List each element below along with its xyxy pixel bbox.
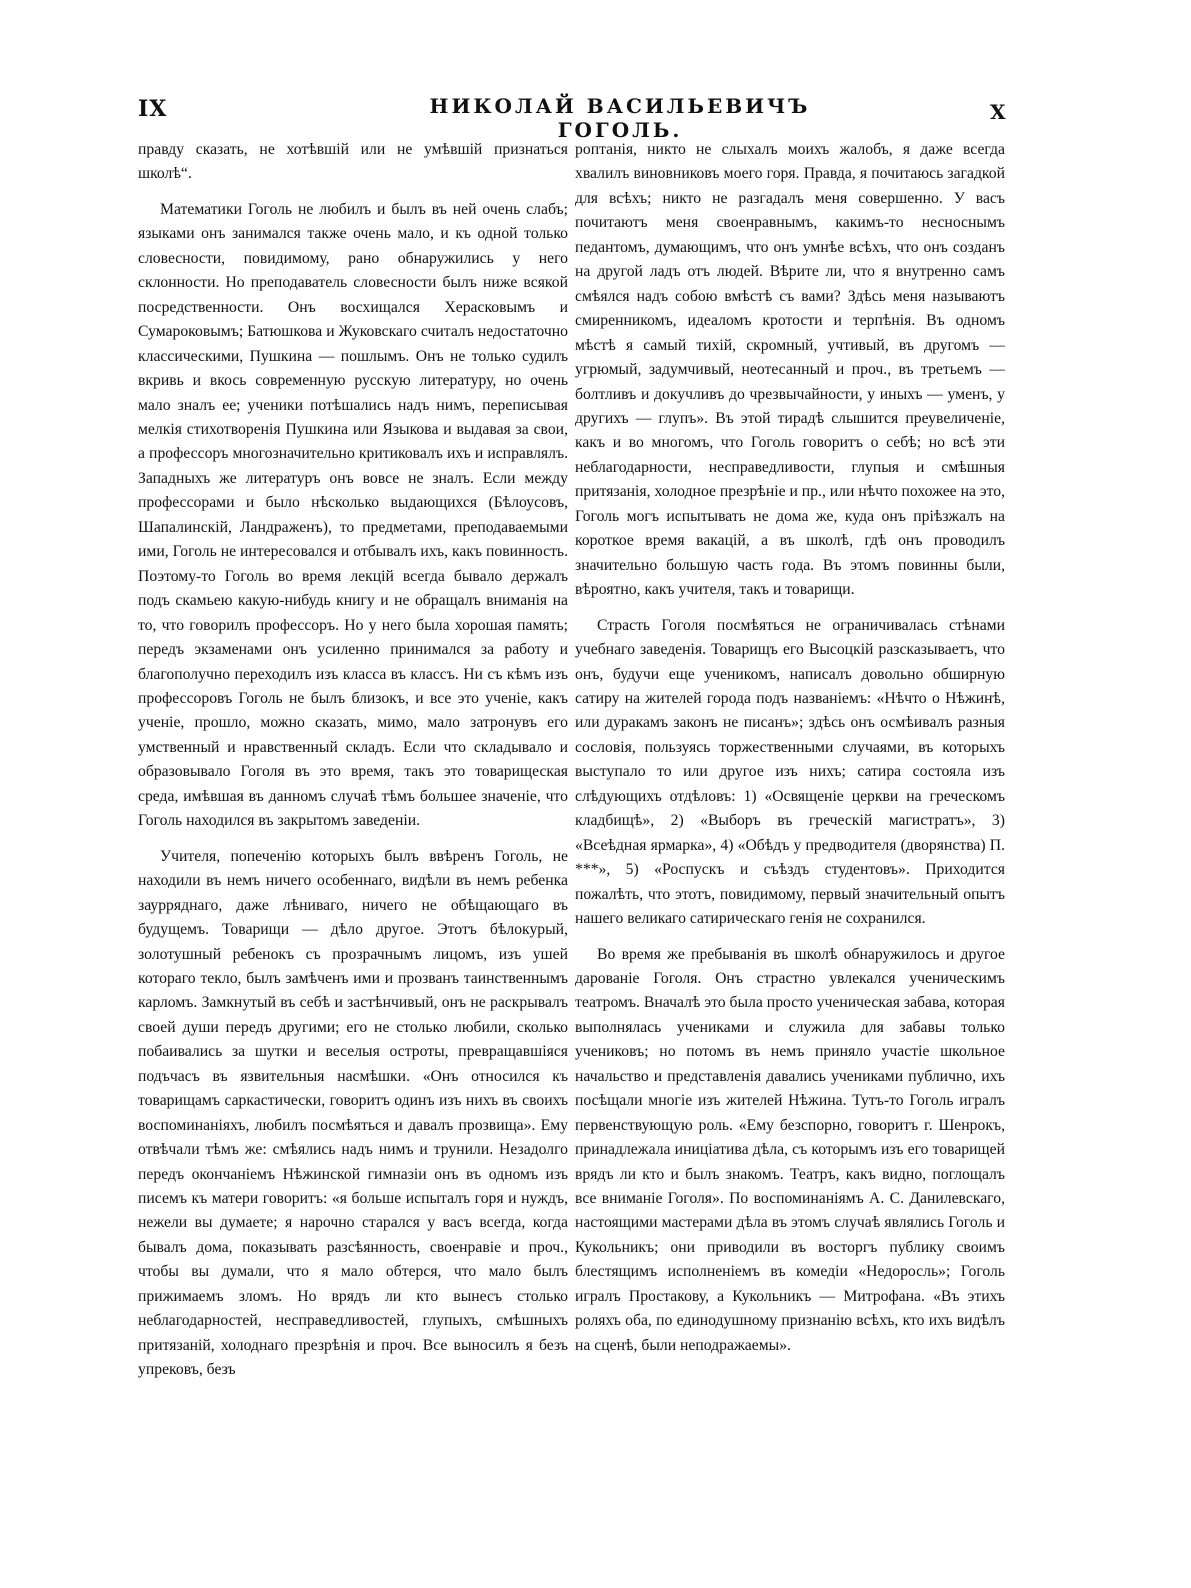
left-column	[138, 138, 568, 1394]
running-title: НИКОЛАЙ ВАСИЛЬЕВИЧЪ ГОГОЛЬ.	[429, 94, 811, 142]
right-page-number: X	[990, 100, 1006, 124]
paragraph: Страсть Гоголя посмѣяться не ограничивалась стѣнами учебнаго заведенія. Товарищъ его Высоцкій разсказываетъ, что онъ, будучи еще ученикомъ, написалъ довольно обширную сатиру на жителей города подъ названіемъ: «Нѣчто о Нѣжинѣ, или дуракамъ законъ не писанъ»; здѣсь онъ осмѣивалъ разныя сословія, пользуясь торжественными случаями, въ которыхъ выступало то или другое изъ нихъ; сатира состояла изъ слѣдующихъ отдѣловъ: 1) «Освященіе церкви на греческомъ кладбищѣ», 2) «Выборъ въ греческій магистратъ», 3) «Всеѣдная ярмарка», 4) «Обѣдъ у предводителя (дворянства) П. ***», 5) «Роспускъ и съѣздъ студентовъ». Приходится пожалѣть, что этотъ, повидимому, первый значительный опытъ нашего великаго сатирическаго генія не сохранился.	[575, 616, 1005, 928]
paragraph: Математики Гоголь не любилъ и былъ въ ней очень слабъ; языками онъ занимался также очень мало, и къ одной только словесности, повидимому, рано обнаружились у него склонности. Но преподаватель словесности былъ ниже всякой посредственности. Онъ восхищался Херасковымъ и Сумароковымъ; Батюшкова и Жуковскаго считалъ недостаточно классическими, Пушкина — пошлымъ. Онъ не только судилъ вкривь и вкось современную русскую литературу, но очень мало зналъ ее; ученики потѣшались надъ нимъ, переписывая мелкія стихотворенія Пушкина или Языкова и выдавая за свои, а профессоръ многозначительно критиковалъ ихъ и исправлялъ. Западныхъ же литературъ онъ вовсе не зналъ. Если между профессорами и было нѣсколько выдающихся (Бѣлоусовъ, Шапалинскій, Ландраженъ), то предметами, преподаваемыми ими, Гоголь не интересовался и отбывалъ ихъ, какъ повинность. Поэтому-то Гоголь во время лекцій всегда бывало держалъ подъ скамьею какую-нибудь книгу и не обращалъ вниманія на то, что говорилъ профессоръ. Но у него была хорошая память; передъ экзаменами онъ усиленно принимался за работу и благополучно переходилъ изъ класса въ классъ. Ни съ кѣмъ изъ профессоровъ Гоголь не былъ близокъ, и все это ученіе, какъ ученіе, прошло, можно сказать, мимо, мало затронувъ его умственный и нравственный складъ. Если что складывало и образовывало Гоголя въ это время, такъ это товарищеская среда, имѣвшая въ данномъ случаѣ тѣмъ большее значеніе, что Гоголь находился въ закрытомъ заведеніи.	[138, 200, 568, 830]
paragraph: роптанія, никто не слыхалъ моихъ жалобъ, я даже всегда хвалилъ виновниковъ моего горя. Правда, я почитаюсь загадкой для всѣхъ; никто не разгадалъ меня совершенно. У васъ почитаютъ меня своенравнымъ, какимъ-то несноснымъ педантомъ, думающимъ, что онъ умнѣе всѣхъ, что онъ созданъ на другой ладъ отъ людей. Вѣрите ли, что я внутренно самъ смѣялся надъ собою вмѣстѣ съ вами? Здѣсь меня называютъ смиренникомъ, идеаломъ кротости и терпѣнія. Въ одномъ мѣстѣ я самый тихій, скромный, учтивый, въ другомъ — угрюмый, задумчивый, неотесанный и проч., въ третьемъ — болтливъ и докучливъ до чрезвычайности, у иныхъ — уменъ, у другихъ — глупъ». Въ этой тирадѣ слышится преувеличеніе, какъ и во многомъ, что Гоголь говоритъ о себѣ; но всѣ эти неблагодарности, несправедливости, глупыя и смѣшныя притязанія, холодное презрѣніе и пр., или нѣчто похожее на это, Гоголь могъ испытывать не дома же, куда онъ пріѣзжалъ на короткое время вакацій, а въ школѣ, гдѣ онъ проводилъ значительно большую часть года. Въ этомъ повинны были, вѣроятно, какъ учителя, такъ и товарищи.	[575, 141, 1005, 599]
paragraph: Учителя, попеченію которыхъ былъ ввѣренъ Гоголь, не находили въ немъ ничего особеннаго, видѣли въ немъ ребенка заурряднаго, даже лѣниваго, ничего не обѣщающаго въ будущемъ. Товарищи — дѣло другое. Этотъ бѣлокурый, золотушный ребенокъ съ прозрачнымъ лицомъ, изъ ушей котораго текло, былъ замѣченъ ими и прозванъ таинственнымъ карломъ. Замкнутый въ себѣ и застѣнчивый, онъ не раскрывалъ своей души передъ другими; его не столько любили, сколько побаивались за шутки и веселыя остроты, превращавшіяся подъчасъ въ язвительныя насмѣшки. «Онъ относился къ товарищамъ саркастически, говоритъ одинъ изъ нихъ въ своихъ воспоминаніяхъ, любилъ посмѣяться и давалъ прозвища». Ему отвѣчали тѣмъ же: смѣялись надъ нимъ и трунили. Незадолго передъ окончаніемъ Нѣжинской гимназіи онъ въ одномъ изъ писемъ къ матери говоритъ: «я больше испыталъ горя и нуждъ, нежели вы думаете; я нарочно старался у васъ всегда, когда бывалъ дома, показывать разсѣянность, своенравіе и проч., чтобы вы думали, что я мало обтерся, что мало былъ прижимаемъ зломъ. Но врядъ ли кто вынесъ столько неблагодарностей, несправедливостей, глупыхъ, смѣшныхъ притязаній, холоднаго презрѣнія и проч. Все выносилъ я безъ упрековъ, безъ	[138, 847, 568, 1379]
paragraph: правду сказать, не хотѣвшій или не умѣвшій признаться школѣ“.	[138, 141, 568, 183]
left-page-number: IX	[138, 96, 168, 122]
right-column	[575, 138, 1005, 1369]
paragraph: Во время же пребыванія въ школѣ обнаружилось и другое дарованіе Гоголя. Онъ страстно увлекался ученическимъ театромъ. Вначалѣ это была просто ученическая забава, которая выполнялась учениками и служила для забавы только учениковъ; но потомъ въ немъ приняло участіе школьное начальство и представленія давались учениками публично, ихъ посѣщали многіе изъ жителей Нѣжина. Тутъ-то Гоголь игралъ первенствующую роль. «Ему безспорно, говоритъ г. Шенрокъ, принадлежала иниціатива дѣла, съ которымъ изъ его товарищей врядъ ли кто и былъ знакомъ. Театръ, какъ видно, поглощалъ все вниманіе Гоголя». По воспоминаніямъ А. С. Данилевскаго, настоящими мастерами дѣла въ этомъ случаѣ являлись Гоголь и Кукольникъ; они приводили въ восторгъ публику своимъ блестящимъ исполненіемъ въ комедіи «Недоросль»; Гоголь игралъ Простакову, а Кукольникъ — Митрофана. «Въ этихъ роляхъ оба, по единодушному признанію всѣхъ, кто ихъ видѣлъ на сценѣ, были неподражаемы».	[575, 945, 1005, 1354]
